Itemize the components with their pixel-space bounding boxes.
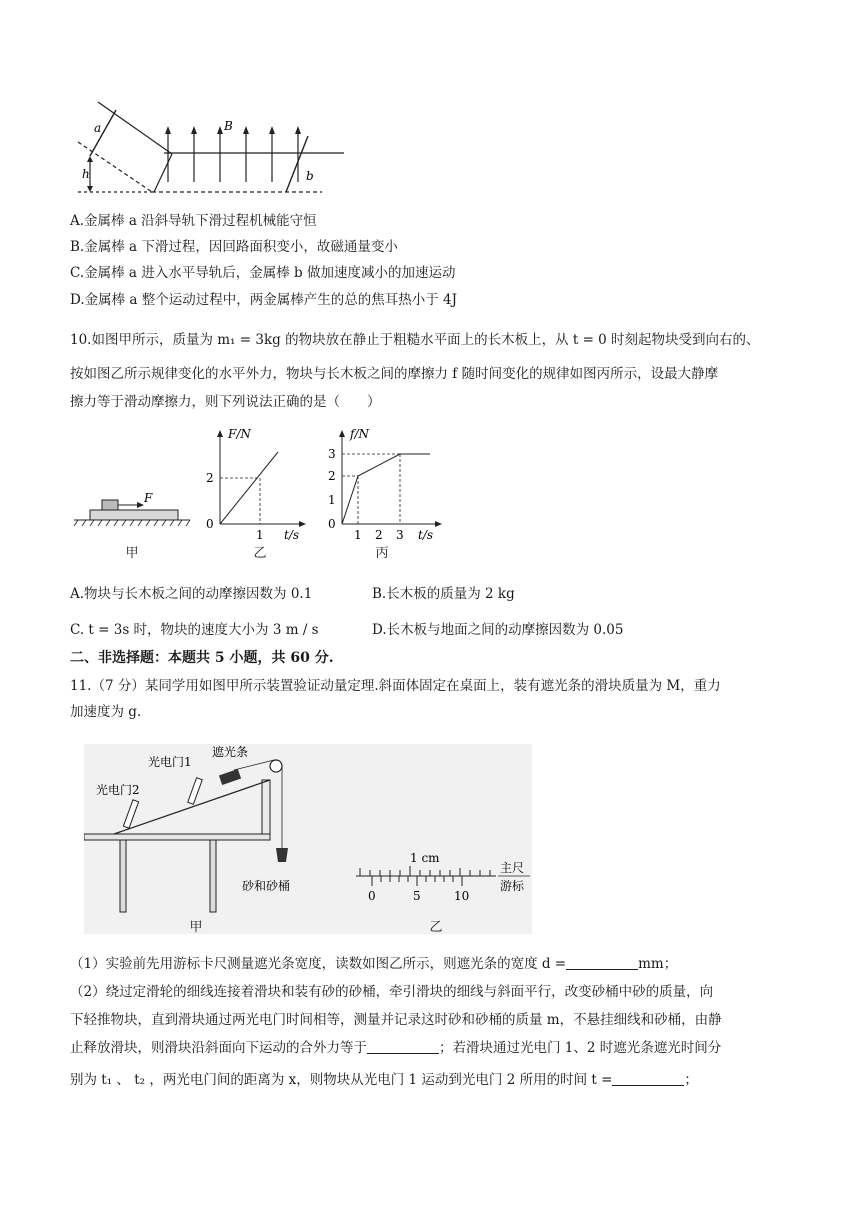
q11-part2-line4 xyxy=(70,1070,698,1090)
q11-part2-line1: （2）绕过定滑轮的细线连接着滑块和装有砂的砂桶，牵引滑块的细线与斜面平行，改变砂桶中砂的质量，向 xyxy=(70,984,714,1000)
q10-bing-xtick-1: 1 xyxy=(354,528,362,542)
q9-option-b: B.金属棒 a 下滑过程，因回路面积变小，故磁通量变小 xyxy=(70,239,398,255)
q11-gate1-label: 光电门1 xyxy=(148,755,192,769)
q11-part2-line4-tail: ； xyxy=(684,1072,698,1088)
q11-strip-label: 遮光条 xyxy=(212,745,249,759)
q10-option-c: C. t = 3s 时，物块的速度大小为 3 m / s xyxy=(70,622,319,638)
q11-main-scale-label: 主尺 xyxy=(500,861,525,875)
q11-part1 xyxy=(70,954,677,974)
q9-option-d: D.金属棒 a 整个运动过程中，两金属棒产生的总的焦耳热小于 4J xyxy=(70,292,458,308)
q10-stem-line3: 擦力等于滑动摩擦力，则下列说法正确的是（ ） xyxy=(70,394,381,410)
q11-fig-yi-caption: 乙 xyxy=(429,920,443,935)
q11-vernier-tick-10: 10 xyxy=(454,889,470,903)
q11-gate2-label: 光电门2 xyxy=(96,783,140,797)
q10-bing-ytick-3: 3 xyxy=(328,447,336,461)
q11-part1-text: （1）实验前先用游标卡尺测量遮光条宽度，读数如图乙所示，则遮光条的宽度 d = xyxy=(70,956,567,972)
q9-label-a: a xyxy=(94,121,102,135)
q11-stem-line2: 加速度为 g. xyxy=(70,704,142,720)
q11-vernier-tick-5: 5 xyxy=(413,889,421,903)
q11-part2-line3-text: 止释放滑块，则滑块沿斜面向下运动的合外力等于 xyxy=(70,1040,367,1056)
q11-part2-line2: 下轻推物块，直到滑块通过两光电门时间相等，测量并记录这时砂和砂桶的质量 m，不悬挂细线和砂桶，由静 xyxy=(70,1012,722,1028)
q9-label-b: b xyxy=(306,169,314,183)
q10-yi-origin: 0 xyxy=(206,517,214,531)
q10-yi-ylabel: F/N xyxy=(228,427,251,441)
q11-fig-yi-vernier xyxy=(350,848,532,908)
q10-yi-line xyxy=(220,452,278,524)
q11-fig-jia-apparatus xyxy=(84,744,324,934)
q10-bing-curve xyxy=(342,454,430,524)
q10-fig-yi-graph xyxy=(200,424,310,542)
q10-bing-origin: 0 xyxy=(328,517,336,531)
q10-stem-line2: 按如图乙所示规律变化的水平外力，物块与长木板之间的摩擦力 f 随时间变化的规律如图丙所示，设最大静摩 xyxy=(70,366,719,382)
q10-option-b: B.长木板的质量为 2 kg xyxy=(372,586,515,602)
q10-bing-xtick-2: 2 xyxy=(375,528,383,542)
q10-option-a: A.物块与长木板之间的动摩擦因数为 0.1 xyxy=(70,586,313,602)
q11-part1-unit: mm； xyxy=(638,956,678,972)
q11-stem-line1: 11.（7 分）某同学用如图甲所示装置验证动量定理.斜面体固定在桌面上，装有遮光条的滑块质量为 M，重力 xyxy=(70,678,721,694)
q10-fig-jia-caption: 甲 xyxy=(125,546,139,561)
q10-fig-jia xyxy=(72,490,192,538)
q10-force-label: F xyxy=(144,491,153,505)
q11-part2-line3-tail: ；若滑块通过光电门 1、2 时遮光条遮光时间分 xyxy=(439,1040,722,1056)
q11-part2-force-blank[interactable] xyxy=(367,1039,439,1054)
q11-fig-jia-caption: 甲 xyxy=(189,920,203,935)
q10-yi-xlabel: t/s xyxy=(284,528,300,542)
q10-yi-ytick: 2 xyxy=(206,471,214,485)
q10-stem-line1: 10.如图甲所示，质量为 m₁ = 3kg 的物块放在静止于粗糙水平面上的长木板上，从 t = 0 时刻起物块受到向右的、 xyxy=(70,332,760,348)
q11-part1-blank[interactable] xyxy=(566,955,638,970)
q10-bing-xlabel: t/s xyxy=(418,528,434,542)
q10-bing-ytick-2: 2 xyxy=(328,469,336,483)
q11-bucket-label: 砂和砂桶 xyxy=(242,879,291,893)
q10-fig-bing-caption: 丙 xyxy=(375,546,389,561)
q9-label-h: h xyxy=(82,167,90,181)
q10-bing-ylabel: f/N xyxy=(350,427,369,441)
q10-bing-ytick-1: 1 xyxy=(328,493,336,507)
q10-yi-xtick: 1 xyxy=(256,528,264,542)
q10-fig-yi-caption: 乙 xyxy=(253,546,267,561)
q11-part2-line4-text: 别为 t₁ 、 t₂ ，两光电门间的距离为 x，则物块从光电门 1 运动到光电门 2 所用的时间 t = xyxy=(70,1072,613,1088)
q9-option-c: C.金属棒 a 进入水平导轨后，金属棒 b 做加速度减小的加速运动 xyxy=(70,265,456,281)
q9-label-B: B xyxy=(224,119,233,133)
q10-fig-bing-graph xyxy=(322,424,446,542)
q11-vernier-tick-0: 0 xyxy=(368,889,376,903)
q9-option-a: A.金属棒 a 沿斜导轨下滑过程机械能守恒 xyxy=(70,213,317,229)
section2-heading: 二、非选择题：本题共 5 小题，共 60 分. xyxy=(70,650,334,666)
q11-part2-line3 xyxy=(70,1038,721,1058)
q11-part2-time-blank[interactable] xyxy=(612,1071,684,1086)
q11-vernier-label: 游标 xyxy=(500,879,525,893)
q9-rails-figure xyxy=(72,96,362,200)
q10-option-d: D.长木板与地面之间的动摩擦因数为 0.05 xyxy=(372,622,624,638)
q11-vernier-unit: 1 cm xyxy=(410,851,440,865)
q10-bing-xtick-3: 3 xyxy=(396,528,404,542)
